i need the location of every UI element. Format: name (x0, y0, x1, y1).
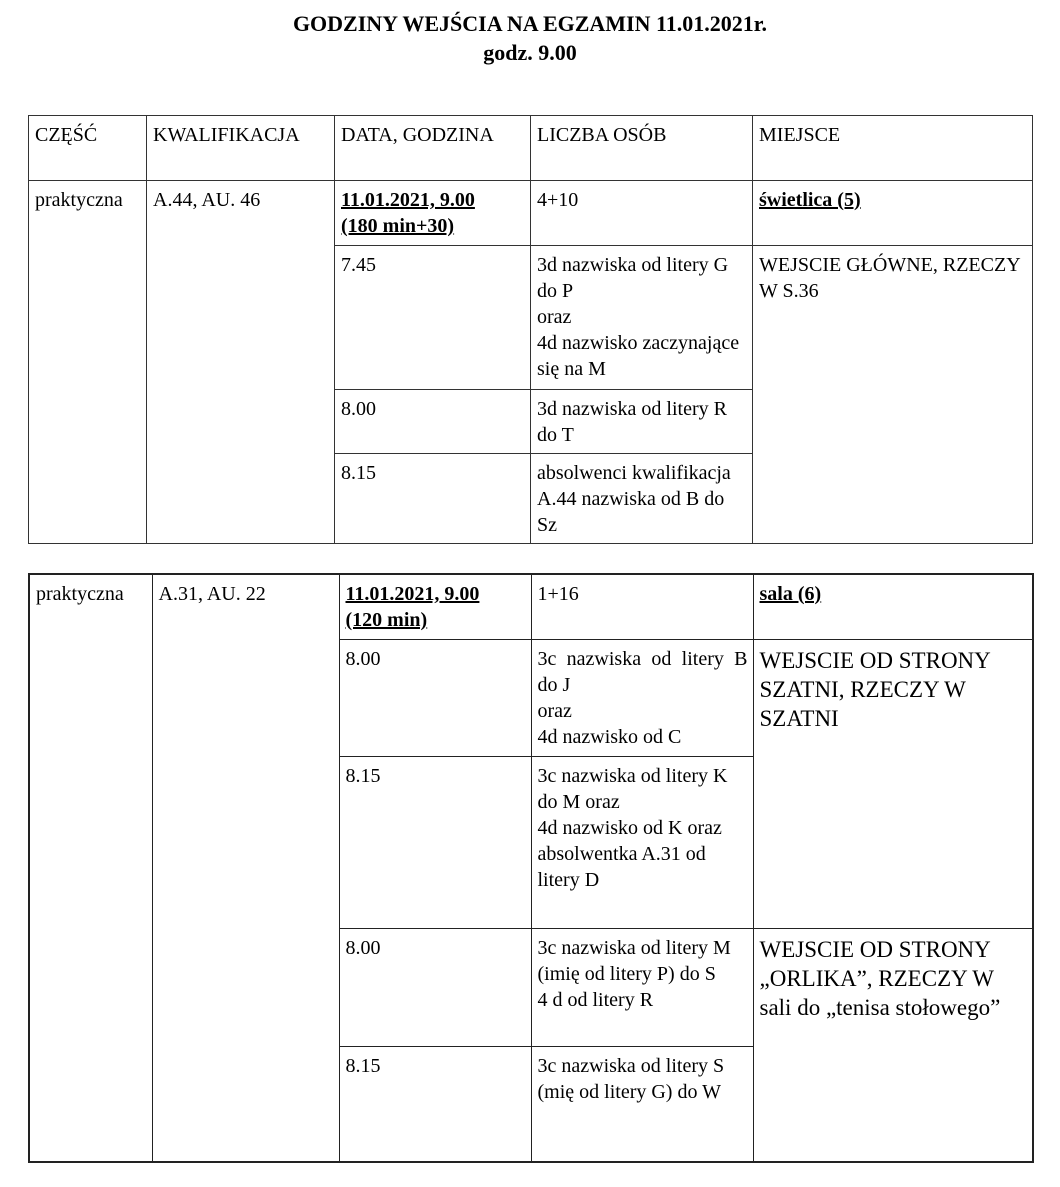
qualification-cell: A.44, AU. 46 (147, 181, 335, 544)
people-line: 3d nazwiska od litery G do P (537, 254, 729, 302)
exam-duration: (180 min+30) (341, 215, 455, 237)
people-line: oraz (537, 306, 572, 328)
people-line: 3d nazwiska od litery R do T (537, 398, 727, 446)
part-cell: praktyczna (29, 181, 147, 544)
people-cell (531, 390, 753, 454)
header-part: CZĘŚĆ (29, 116, 147, 181)
exam-room: świetlica (5) (759, 189, 861, 211)
entry-time: 8.00 (339, 928, 531, 1046)
people-cell (531, 639, 753, 756)
entry-time: 8.00 (339, 639, 531, 756)
entry-time: 8.00 (335, 390, 531, 454)
entry-time: 7.45 (335, 246, 531, 390)
people-line: absolwentka A.31 od litery D (537, 842, 706, 891)
people-line: 3c nazwiska od litery B do J (537, 647, 748, 696)
place-cell (753, 574, 1033, 639)
people-line: 3c nazwiska od litery S (mię od litery G) do W (537, 1054, 725, 1103)
date-cell (335, 181, 531, 246)
count-cell: 1+16 (531, 574, 753, 639)
people-line: 4d nazwisko zaczynające się na M (537, 332, 740, 380)
entry-time: 8.15 (339, 756, 531, 928)
people-line: 4 d od litery R (537, 988, 654, 1011)
people-line: absolwenci kwalifikacja A.44 nazwiska od B do Sz (537, 462, 731, 536)
people-line: 3c nazwiska od litery M (imię od litery P) do S (537, 936, 731, 985)
header-count: LICZBA OSÓB (531, 116, 753, 181)
people-cell (531, 246, 753, 390)
exam-date: 11.01.2021, 9.00 (341, 189, 475, 211)
people-line: 4d nazwisko od C (537, 725, 682, 748)
page-title: GODZINY WEJŚCIA NA EGZAMIN 11.01.2021r. (292, 11, 768, 36)
exam-date: 11.01.2021, 9.00 (345, 583, 480, 605)
people-cell (531, 1046, 753, 1162)
people-line: oraz (537, 699, 572, 722)
page-subtitle: godz. 9.00 (483, 40, 577, 65)
people-cell (531, 928, 753, 1046)
exam-room: sala (6) (759, 583, 822, 605)
qualification-cell: A.31, AU. 22 (152, 574, 339, 1162)
header-place: MIEJSCE (753, 116, 1033, 181)
header-row (29, 116, 1033, 181)
entrance-cell: WEJSCIE GŁÓWNE, RZECZY W S.36 (753, 246, 1033, 544)
entry-time: 8.15 (335, 454, 531, 544)
people-cell (531, 454, 753, 544)
exam-schedule-table-2 (28, 573, 1034, 1163)
people-cell (531, 756, 753, 928)
header-qualification: KWALIFIKACJA (147, 116, 335, 181)
people-line: 4d nazwisko od K oraz (537, 816, 722, 839)
place-cell (753, 181, 1033, 246)
table-row (29, 181, 1033, 246)
header-date: DATA, GODZINA (335, 116, 531, 181)
exam-duration: (120 min) (345, 609, 428, 631)
people-line: 3c nazwiska od litery K do M oraz (537, 764, 728, 813)
count-cell: 4+10 (531, 181, 753, 246)
entry-time: 8.15 (339, 1046, 531, 1162)
entrance-cell: WEJSCIE OD STRONY „ORLIKA”, RZECZY W sali do „tenisa stołowego” (753, 928, 1033, 1162)
part-cell: praktyczna (29, 574, 152, 1162)
date-cell (339, 574, 531, 639)
exam-schedule-table-1 (28, 115, 1033, 544)
entrance-cell: WEJSCIE OD STRONY SZATNI, RZECZY W SZATNI (753, 639, 1033, 928)
table-row (29, 574, 1033, 639)
